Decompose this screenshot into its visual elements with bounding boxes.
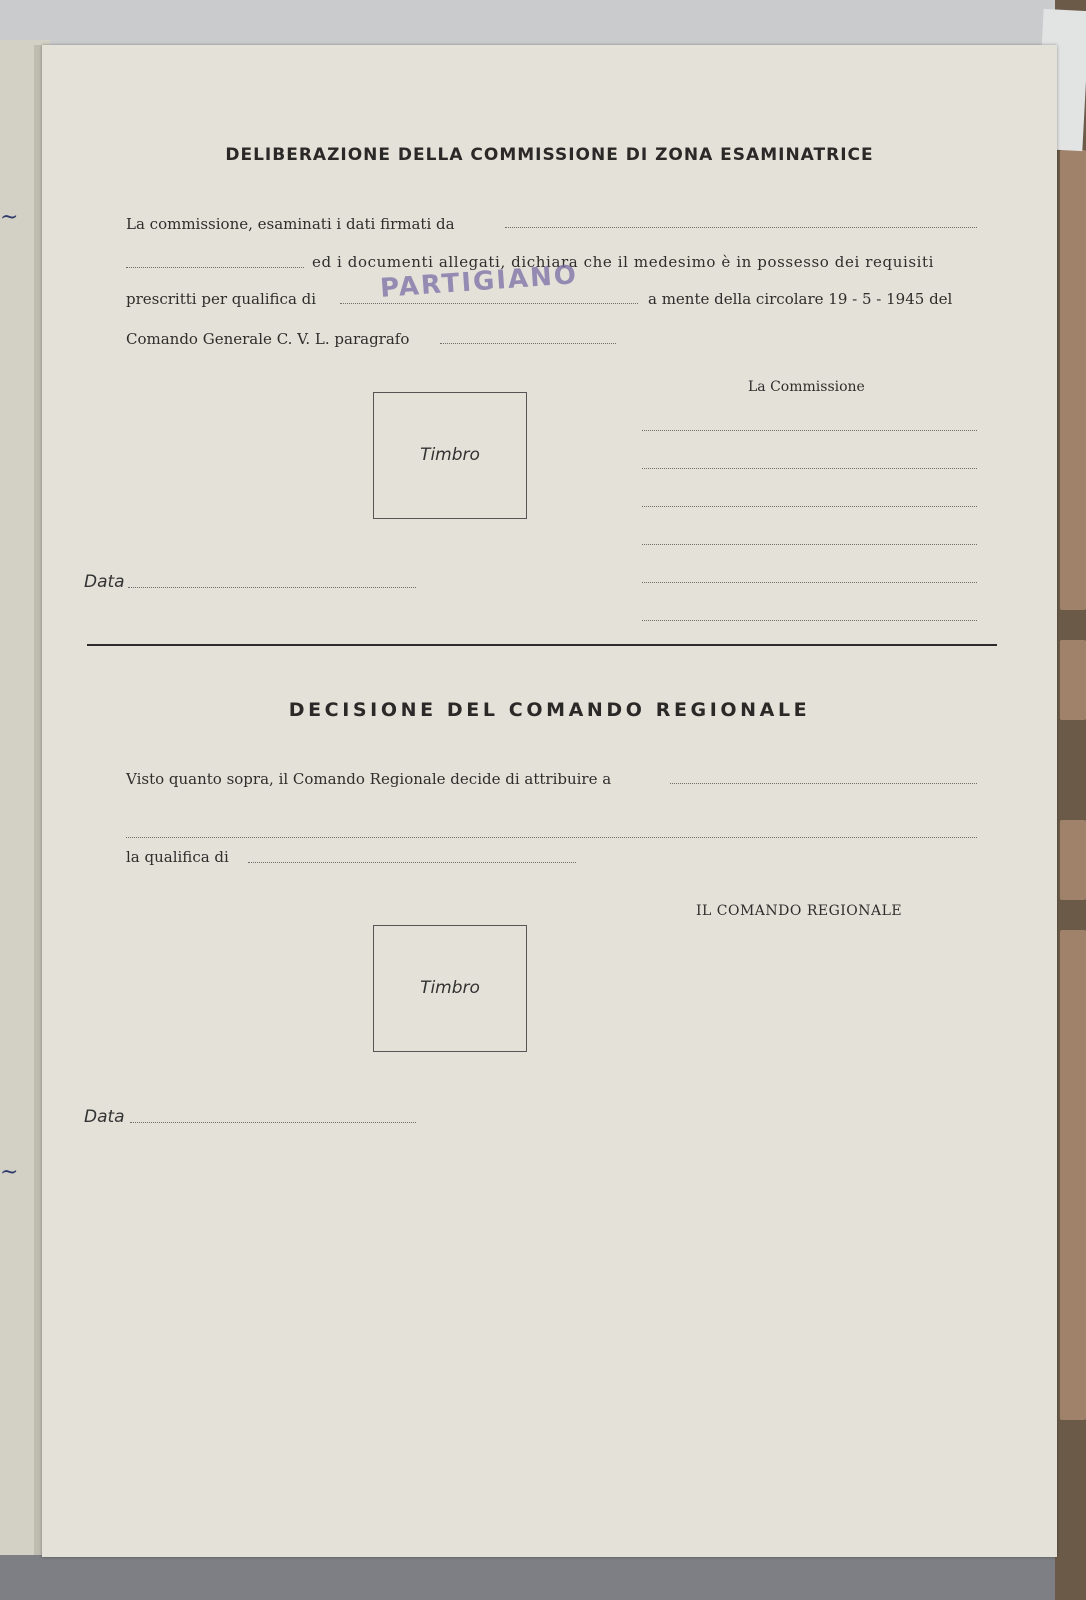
- commission-text-line-3a: prescritti per qualifica di: [126, 290, 317, 308]
- signature-line-4[interactable]: [642, 544, 977, 545]
- handwriting-mark: ~: [0, 1160, 19, 1185]
- fill-line-assigned-qualification[interactable]: [248, 862, 576, 863]
- date-label-regional: Data: [84, 1107, 125, 1127]
- stamp-box-regional: [373, 925, 527, 1052]
- fill-line-paragraph[interactable]: [440, 343, 616, 344]
- fill-line-signer[interactable]: [505, 227, 977, 228]
- commission-text-line-2: ed i documenti allegati, dichiara che il medesimo è in possesso dei requisiti: [312, 253, 935, 271]
- fill-line-signer-continued[interactable]: [126, 267, 304, 268]
- stamp-label: Timbro: [420, 445, 480, 465]
- binder-tab: [1060, 820, 1086, 900]
- binder-tab: [1060, 150, 1086, 610]
- signature-line-6[interactable]: [642, 620, 977, 621]
- section-divider: [87, 644, 997, 646]
- date-label-commission: Data: [84, 572, 125, 592]
- section-title-regional-command: DECISIONE DEL COMANDO REGIONALE: [288, 699, 811, 721]
- signature-line-5[interactable]: [642, 582, 977, 583]
- regional-signature-label: IL COMANDO REGIONALE: [696, 903, 903, 919]
- scan-background-top: [0, 0, 1086, 50]
- binder-tab: [1060, 640, 1086, 720]
- regional-text-line-1: Visto quanto sopra, il Comando Regionale decide di attribuire a: [126, 770, 612, 788]
- commission-signature-label: La Commissione: [748, 379, 865, 395]
- commission-text-line-1: La commissione, esaminati i dati firmati da: [126, 215, 455, 233]
- stamp-label: Timbro: [420, 978, 480, 998]
- commission-text-line-4: Comando Generale C. V. L. paragrafo: [126, 330, 410, 348]
- commission-text-line-3b: a mente della circolare 19 - 5 - 1945 del: [648, 290, 953, 308]
- form-sheet: [42, 45, 1057, 1557]
- stamp-box-commission: [373, 392, 527, 519]
- scan-background-bottom: [0, 1555, 1086, 1600]
- section-title-commission: DELIBERAZIONE DELLA COMMISSIONE DI ZONA ESAMINATRICE: [225, 145, 874, 165]
- handwriting-mark: ~: [0, 205, 19, 230]
- fill-line-recipient[interactable]: [670, 783, 977, 784]
- partigiano-stamp: PARTIGIANO: [379, 260, 579, 304]
- signature-line-1[interactable]: [642, 430, 977, 431]
- date-line-regional[interactable]: [130, 1122, 416, 1123]
- signature-line-3[interactable]: [642, 506, 977, 507]
- fill-line-recipient-continued[interactable]: [126, 837, 977, 838]
- binder-tab: [1060, 930, 1086, 1420]
- date-line-commission[interactable]: [128, 587, 416, 588]
- regional-text-line-3: la qualifica di: [126, 848, 229, 866]
- signature-line-2[interactable]: [642, 468, 977, 469]
